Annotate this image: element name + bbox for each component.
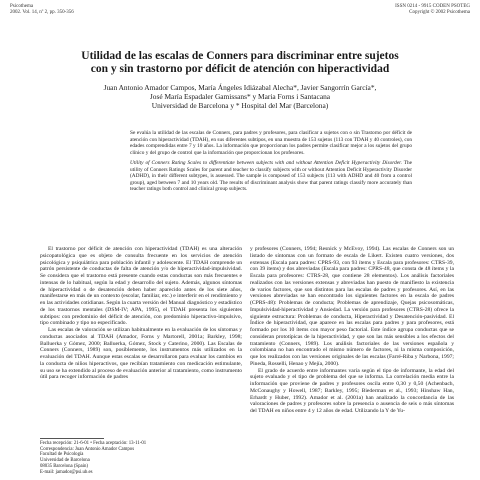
- paper-authors: [30, 83, 450, 101]
- body-paragraph: El grado de acuerdo entre informantes varía según el tipo de informante, la edad del sujeto evaluado y el tipo de problema del que se informa. La correlación media entre la información que proviene de padres y profesores oscila entre 0,30 y 0,50 (Achenbach, McConaughy y Howell, 1987; Barkley, 1995; Biederman et al., 1993; Hinshaw Han, Erhardt y Huber, 1992). Amador et al. (2001a) han analizado la concordancia de las valoraciones de padres y profesores sobre la presencia o ausencia de seis o más síntomas del TDAH en niños entre 4 y 12 años de edad. Utilizando la Y de Yu-: [250, 367, 454, 414]
- footnote-dates: Fecha recepción: 21-6-01 • Fecha aceptación: 13-11-01: [40, 441, 147, 446]
- body-paragraph: Las escalas de valoración se utilizan habitualmente en la evaluación de los síntomas y conductas asociados al TDAH (Amador, Forns y Martorell, 2001a; Barkley, 1998; Balluerka y Gómez, 2000; Balluerka, Gómez, Stock y Caterino, 2000). Las Escalas de Conners (Conners, 1989) son, posiblemente, los instrumentos más utilizados en la evaluación del TDAH. Aunque estas escalas se desarrollaron para evaluar los cambios en la conducta de niños hiperactivos, que recibían tratamiento con medicación estimulante, su uso se ha extendido al proceso de evaluación anterior al tratamiento, como instrumento útil para recoger información de padres: [40, 327, 242, 381]
- abstract-spanish: Se evalúa la utilidad de las escalas de Conners, para padres y profesores, para clasificar a sujetos con o sin Trastorno por déficit de atención con hiperactividad (TDAH), en sus diferentes subtipos, en una muestra de 153 sujetos (113 con TDAH y 40 controles), con edades comprendidas entre 7 y 10 años. La información que proporcionan los padres permite clasificar mejor a los sujetos del grupo clínico y del grupo de control que la información que proporcionan los profesores.: [130, 130, 412, 156]
- body-column-left: [40, 246, 242, 436]
- paper-title-line-1: Utilidad de las escalas de Conners para discriminar entre sujetos: [81, 50, 399, 62]
- authors-line-2: José María Espadaler Gamissans* y Maria Forns i Santacana: [149, 92, 331, 101]
- journal-header-right: [395, 4, 470, 16]
- abstract-english-body: The utility of Conners Ratings Scales for parent and teacher to classify subjects with or without Attention Deficit Hyperactivity Disorder (ADHD), in their different subtypes, is assessed. The sample is composed of 153 subjects (113 with ADHD and 40 from a control group), aged between 7 and 10 years old. The results of discriminant analysis show that parent ratings classify more accurately than teacher ratings both control and clinical group subjects.: [130, 160, 412, 193]
- footnote-divider: [40, 438, 104, 439]
- footnote-email: E-mail: jamador@psi.ub.es: [40, 469, 93, 475]
- authors-line-1: Juan Antonio Amador Campos, María Ángeles Idiázabal Alecha*, Javier Sangorrín García*,: [103, 83, 377, 92]
- abstract-english-title: Utility of Conners Rating Scales to differentiate between subjects with and without Attention Deficit Hyperactivity Disorder.: [130, 160, 402, 167]
- abstract: [130, 130, 412, 197]
- abstract-english: [130, 160, 412, 193]
- footnote-city: 08035 Barcelona (Spain): [40, 463, 88, 469]
- journal-volume: 2002. Vol. 14, nº 2, pp. 350-356: [10, 10, 74, 15]
- author-affiliation: Universidad de Barcelona y * Hospital del Mar (Barcelona): [151, 101, 329, 110]
- paper-title-line-2: con y sin trastorno por déficit de atención con hiperactividad: [90, 63, 390, 75]
- footnote-faculty: Facultad de Psicología: [40, 452, 84, 458]
- journal-header-left: [10, 4, 74, 16]
- footnote-university: Universidad de Barcelona: [40, 458, 90, 464]
- journal-issn: ISSN 0214 - 9915 CODEN PSOTEG: [395, 4, 470, 9]
- paper-title: [30, 50, 450, 76]
- body-column-right: [250, 246, 454, 480]
- journal-name: Psicothema: [10, 4, 34, 9]
- body-paragraph: y profesores (Conners, 1994; Resnick y McEvoy, 1994). Las escalas de Conners son un listado de síntomas con un formato de escala de Likert. Existen cuatro versiones, dos extensas (Escala para padres: CPRS-93, con 93 ítems y Escala para profesores: CTRS-39, con 39 ítems) y dos abreviadas (Escala para padres: CPRS-48, que consta de 48 ítems y la Escala para profesores: CTRS-28, que contiene 28 elementos). Los análisis factoriales realizados con las versiones extensas y abreviadas han puesto de manifiesto la existencia de varios factores, que son distintos para las escalas de padres y profesores. Así, en las versiones abreviadas se han encontrado los siguientes factores en la escala de padres (CPRS-48): Problemas de conducta; Problemas de aprendizaje, Quejas psicosomáticas, Impulsividad-hiperactividad y Ansiedad. La versión para profesores (CTRS-28) ofrece la siguiente estructura: Problemas de conducta, Hiperactividad y Desatención-pasividad. El Índice de hiperactividad, que aparece en las escalas para padres y para profesores, está formado por los 10 ítems con mayor peso factorial. Este índice agrupa conductas que se consideran prototípicas de la hiperactividad, y que son las más sensibles a los efectos del tratamiento (Conners, 1989). Los análisis factoriales de las versiones española y colombiana no han encontrado el mismo número de factores, ni la misma composición, que los realizados con las versiones originales de las escalas (Farré-Riba y Narbona, 1997; Pineda, Rosselli, Henao y Mejía, 2000).: [250, 246, 454, 367]
- journal-copyright: Copyright © 2002 Psicothema: [409, 10, 470, 15]
- body-paragraph: El trastorno por déficit de atención con hiperactividad (TDAH) es una alteración psicopatológica que es objeto de consulta frecuente en los servicios de atención psicológica y psiquiátrica para población infantil y adolescente. El TDAH comprende un patrón persistente de conductas de falta de atención y/o de hiperactividad-impulsividad. Se considera que el trastorno está presente cuando estas conductas son más frecuentes e intensas de lo habitual, según la edad y desarrollo del sujeto. Además, algunos síntomas de hiperactividad o de desatención deben haber aparecido antes de los siete años, manifestarse en más de un contexto (escolar, familiar, etc.) e interferir en el rendimiento y en las actividades cotidianas. Según la cuarta versión del Manual diagnóstico y estadístico de los trastornos mentales (DSM-IV; APA, 1995), el TDAH presenta los siguientes subtipos: con predominio del déficit de atención, con predominio hiperactivo-impulsivo, tipo combinado y tipo no especificado.: [40, 246, 242, 327]
- footnote-correspondence: Correspondencia: Juan Antonio Amador Campos: [40, 446, 135, 452]
- correspondence-footnote: [40, 441, 240, 475]
